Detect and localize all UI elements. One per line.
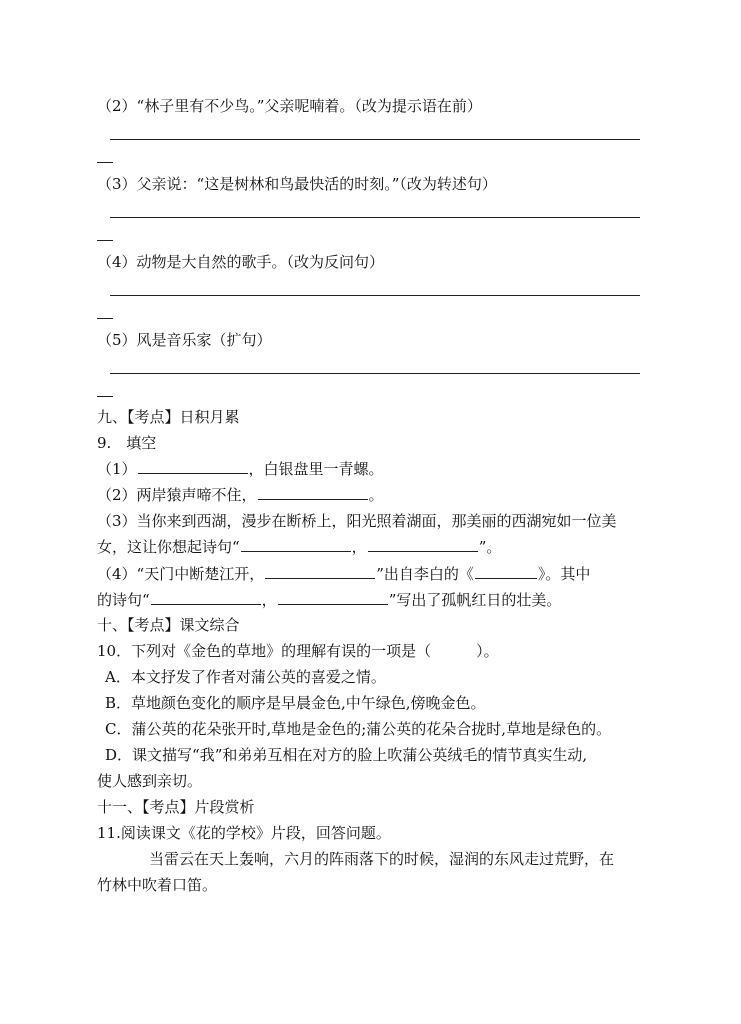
fill-blank[interactable] <box>368 537 478 552</box>
question-9: 9. 填空 <box>97 434 157 452</box>
q9-item3-separator: ， <box>351 538 367 556</box>
q9-item1-prefix: （1） <box>97 460 137 478</box>
question-10: 10．下列对《金色的草地》的理解有误的一项是（ ）。 <box>97 642 499 660</box>
q8-item4: （4）动物是大自然的歌手。（改为反问句） <box>97 253 385 271</box>
answer-line <box>110 373 640 374</box>
q9-item3-line1: （3）当你来到西湖，漫步在断桥上，阳光照着湖面，那美丽的西湖宛如一位美 <box>97 512 617 530</box>
section-10-header: 十、【考点】课文综合 <box>97 616 240 634</box>
q10-option-d-line1[interactable]: D．课文描写“我”和弟弟互相在对方的脸上吹蒲公英绒毛的情节真实生动, <box>105 746 588 764</box>
fill-blank[interactable] <box>265 564 375 579</box>
question-11: 11.阅读课文《花的学校》片段，回答问题。 <box>97 824 391 842</box>
q9-item4-mid: ”出自李白的《 <box>376 565 474 583</box>
answer-line-end <box>97 162 113 163</box>
fill-blank-title[interactable] <box>475 564 537 579</box>
section-11-header: 十一、【考点】片段赏析 <box>97 798 255 816</box>
q9-item4-line2-suffix: ”写出了孤帆红日的壮美。 <box>388 591 562 609</box>
answer-line <box>110 217 640 218</box>
passage-line-2: 竹林中吹着口笛。 <box>97 876 218 894</box>
answer-line <box>110 295 640 296</box>
q10-option-c[interactable]: C．蒲公英的花朵张开时,草地是金色的;蒲公英的花朵合拢时,草地是绿色的。 <box>105 720 612 738</box>
q9-item2-prefix: （2）两岸猿声啼不住， <box>97 486 257 504</box>
q10-option-a[interactable]: A．本文抒发了作者对蒲公英的喜爱之情。 <box>105 668 386 686</box>
q9-item3-suffix: ”。 <box>478 538 502 556</box>
q9-item2 <box>97 484 657 506</box>
q9-item4-line2 <box>97 589 657 611</box>
q9-item2-suffix: 。 <box>368 486 384 504</box>
q8-item2: （2）“林子里有不少鸟。”父亲呢喃着。（改为提示语在前） <box>97 97 482 115</box>
q9-item1-suffix: ，白银盘里一青螺。 <box>248 460 384 478</box>
fill-blank[interactable] <box>151 590 261 605</box>
fill-blank[interactable] <box>241 537 351 552</box>
q9-item3-line2 <box>97 536 657 558</box>
fill-blank[interactable] <box>138 459 248 474</box>
fill-blank[interactable] <box>258 485 368 500</box>
q9-item1 <box>97 458 657 480</box>
fill-blank[interactable] <box>278 590 388 605</box>
answer-line-end <box>97 318 113 319</box>
answer-line <box>110 139 640 140</box>
q8-item3: （3）父亲说：“这是树林和鸟最快活的时刻。”（改为转述句） <box>97 175 497 193</box>
answer-line-end <box>97 240 113 241</box>
q9-item4-line2-prefix: 的诗句“ <box>97 591 150 609</box>
q9-item4-separator: ， <box>261 591 277 609</box>
q9-item4-prefix: （4）“天门中断楚江开， <box>97 565 265 583</box>
answer-line-end <box>97 396 113 397</box>
q9-item4-line1 <box>97 563 657 585</box>
q9-item3-prefix: 女，这让你想起诗句“ <box>97 538 240 556</box>
q10-option-b[interactable]: B．草地颜色变化的顺序是早晨金色,中午绿色,傍晚金色。 <box>105 694 486 712</box>
passage-line-1: 当雷云在天上轰响，六月的阵雨落下的时候，湿润的东风走过荒野，在 <box>149 850 615 868</box>
q8-item5: （5）风是音乐家（扩句） <box>97 331 272 349</box>
section-9-header: 九、【考点】日积月累 <box>97 408 240 426</box>
q9-item4-after: 》。其中 <box>537 565 591 583</box>
q10-option-d-line2: 使人感到亲切。 <box>97 772 203 790</box>
